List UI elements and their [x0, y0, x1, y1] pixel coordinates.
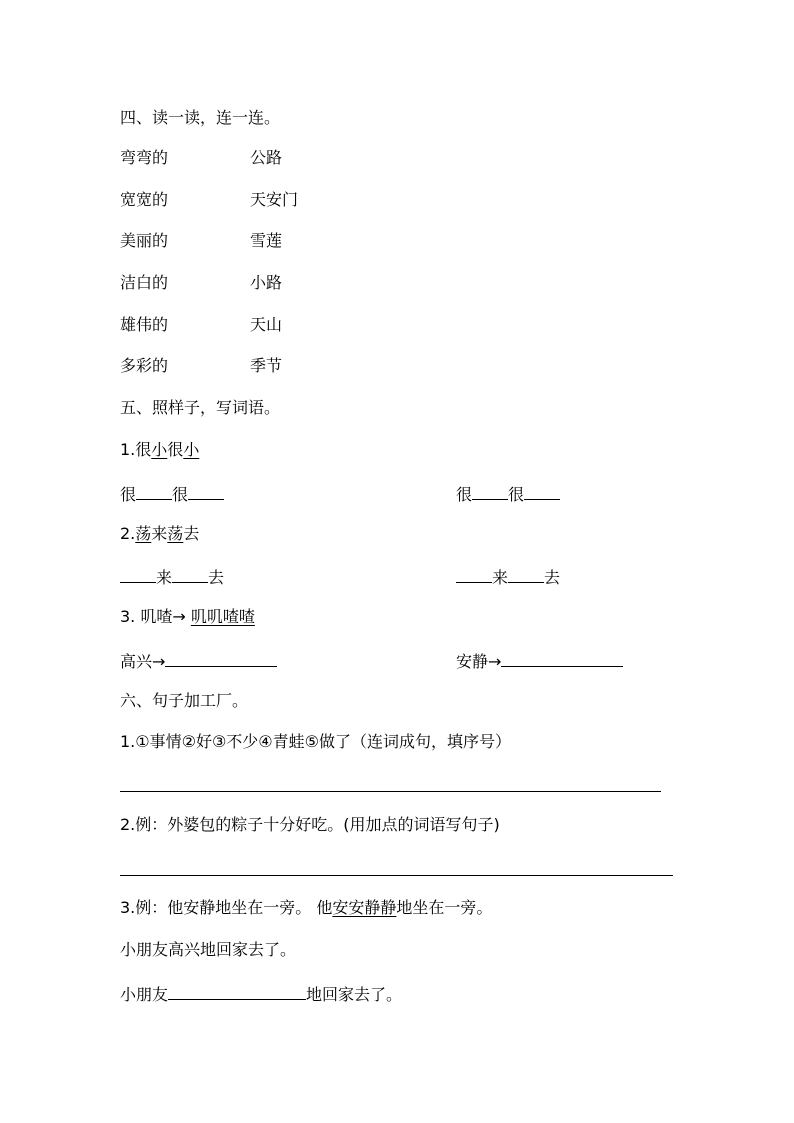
section6-q3-example: 3.例：他安静地坐在一旁。 他安安静静地坐在一旁。	[120, 898, 493, 917]
section4-title: 四、读一读，连一连。	[120, 108, 281, 127]
blank[interactable]	[120, 564, 156, 583]
section5-q2-blank-left: 来 去	[120, 564, 224, 586]
blank[interactable]	[456, 564, 492, 583]
section5-q1-example: 1.很小很小	[120, 440, 200, 459]
blank[interactable]	[508, 564, 544, 583]
match-row	[120, 355, 283, 377]
section6-q3-blank: 小朋友 地回家去了。	[120, 981, 402, 1003]
section5-q1-blank-left: 很 很	[120, 481, 224, 503]
section5-q2-example: 2.荡来荡去	[120, 524, 200, 543]
blank[interactable]	[136, 481, 172, 500]
match-right: 季节	[250, 356, 283, 375]
match-right: 小路	[250, 273, 283, 292]
section5-q1-blank-right: 很 很	[456, 481, 560, 503]
arrow-icon: →	[172, 607, 186, 626]
match-right: 公路	[250, 148, 283, 167]
section5-q3-blank-left: 高兴→	[120, 648, 277, 670]
section6-q1: 1.①事情②好③不少④青蛙⑤做了（连词成句，填序号）	[120, 732, 511, 751]
section5-q3-example: 3. 叽喳→ 叽叽喳喳	[120, 607, 255, 626]
match-row	[120, 272, 283, 294]
match-row	[120, 314, 283, 336]
blank[interactable]	[168, 981, 306, 1000]
match-right: 天安门	[250, 190, 299, 209]
blank[interactable]	[472, 481, 508, 500]
match-left: 多彩的	[120, 356, 169, 375]
match-left: 洁白的	[120, 273, 169, 292]
blank[interactable]	[165, 648, 277, 667]
match-right: 雪莲	[250, 231, 283, 250]
section6-q3-sentence: 小朋友高兴地回家去了。	[120, 940, 297, 959]
blank[interactable]	[188, 481, 224, 500]
section6-q2: 2.例：外婆包的粽子十分好吃。(用加点的词语写句子)	[120, 815, 500, 834]
match-left: 美丽的	[120, 231, 169, 250]
section6-title: 六、句子加工厂。	[120, 691, 249, 710]
section5-title: 五、照样子，写词语。	[120, 398, 281, 417]
answer-line[interactable]	[120, 791, 661, 792]
section5-q2-blank-right: 来 去	[456, 564, 560, 586]
blank[interactable]	[524, 481, 560, 500]
blank[interactable]	[501, 648, 623, 667]
match-left: 宽宽的	[120, 190, 169, 209]
match-row	[120, 147, 283, 169]
match-left: 雄伟的	[120, 315, 169, 334]
match-row	[120, 230, 283, 252]
match-left: 弯弯的	[120, 148, 169, 167]
match-right: 天山	[250, 315, 283, 334]
match-row	[120, 189, 299, 211]
answer-line[interactable]	[120, 875, 673, 876]
section5-q3-blank-right: 安静→	[456, 648, 623, 670]
blank[interactable]	[172, 564, 208, 583]
